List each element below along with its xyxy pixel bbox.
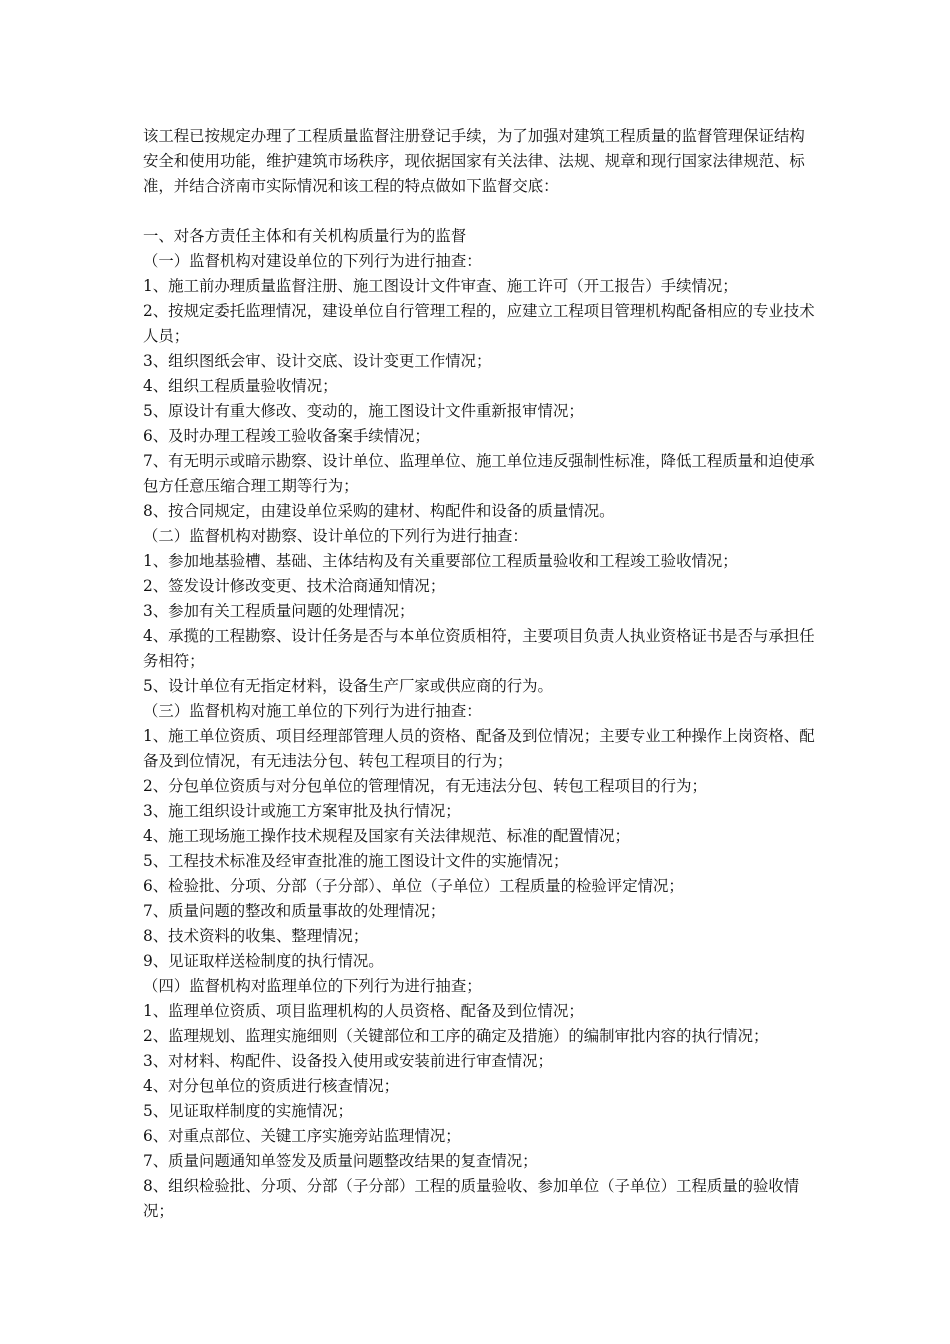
subsection-heading: （三）监督机构对施工单位的下列行为进行抽查：: [143, 702, 482, 720]
list-item: 6、检验批、分项、分部（子分部）、单位（子单位）工程质量的检验评定情况；: [143, 877, 684, 895]
list-item: 5、见证取样制度的实施情况；: [143, 1102, 353, 1120]
document-body: [143, 124, 815, 1224]
paragraph-spacer: [143, 199, 815, 224]
list-item: 7、质量问题通知单签发及质量问题整改结果的复查情况；: [143, 1152, 538, 1170]
list-item: 3、参加有关工程质量问题的处理情况；: [143, 602, 415, 620]
list-item: 1、施工前办理质量监督注册、施工图设计文件审查、施工许可（开工报告）手续情况；: [143, 277, 738, 295]
list-item: 2、监理规划、监理实施细则（关键部位和工序的确定及措施）的编制审批内容的执行情况；: [143, 1027, 769, 1045]
list-item: 8、技术资料的收集、整理情况；: [143, 927, 369, 945]
list-item: 9、见证取样送检制度的执行情况。: [143, 952, 384, 970]
list-item: 1、监理单位资质、项目监理机构的人员资格、配备及到位情况；: [143, 1002, 584, 1020]
list-item: 5、原设计有重大修改、变动的，施工图设计文件重新报审情况；: [143, 402, 584, 420]
list-item: 4、施工现场施工操作技术规程及国家有关法律规范、标准的配置情况；: [143, 827, 630, 845]
list-item: 2、按规定委托监理情况，建设单位自行管理工程的，应建立工程项目管理机构配备相应的专业技术人员；: [143, 302, 815, 345]
section-title: 一、对各方责任主体和有关机构质量行为的监督: [143, 227, 467, 245]
list-item: 2、签发设计修改变更、技术洽商通知情况；: [143, 577, 446, 595]
list-item: 8、组织检验批、分项、分部（子分部）工程的质量验收、参加单位（子单位）工程质量的验收情况；: [143, 1177, 800, 1220]
list-item: 1、施工单位资质、项目经理部管理人员的资格、配备及到位情况；主要专业工种操作上岗资格、配备及到位情况，有无违法分包、转包工程项目的行为；: [143, 727, 815, 770]
list-item: 5、工程技术标准及经审查批准的施工图设计文件的实施情况；: [143, 852, 569, 870]
list-item: 6、对重点部位、关键工序实施旁站监理情况；: [143, 1127, 461, 1145]
list-item: 7、质量问题的整改和质量事故的处理情况；: [143, 902, 446, 920]
intro-paragraph: 该工程已按规定办理了工程质量监督注册登记手续，为了加强对建筑工程质量的监督管理保证结构安全和使用功能，维护建筑市场秩序，现依据国家有关法律、法规、规章和现行国家法律规范、标准，并结合济南市实际情况和该工程的特点做如下监督交底：: [143, 127, 805, 195]
subsection-heading: （一）监督机构对建设单位的下列行为进行抽查：: [143, 252, 482, 270]
list-item: 4、承揽的工程勘察、设计任务是否与本单位资质相符，主要项目负责人执业资格证书是否与承担任务相符；: [143, 627, 815, 670]
list-item: 1、参加地基验槽、基础、主体结构及有关重要部位工程质量验收和工程竣工验收情况；: [143, 552, 738, 570]
list-item: 6、及时办理工程竣工验收备案手续情况；: [143, 427, 430, 445]
list-item: 4、组织工程质量验收情况；: [143, 377, 338, 395]
list-item: 7、有无明示或暗示勘察、设计单位、监理单位、施工单位违反强制性标准，降低工程质量和迫使承包方任意压缩合理工期等行为；: [143, 452, 815, 495]
list-item: 5、设计单位有无指定材料，设备生产厂家或供应商的行为。: [143, 677, 553, 695]
list-item: 3、对材料、构配件、设备投入使用或安装前进行审查情况；: [143, 1052, 553, 1070]
subsection-heading: （四）监督机构对监理单位的下列行为进行抽查；: [143, 977, 482, 995]
list-item: 8、按合同规定，由建设单位采购的建材、构配件和设备的质量情况。: [143, 502, 615, 520]
subsection-heading: （二）监督机构对勘察、设计单位的下列行为进行抽查：: [143, 527, 528, 545]
list-item: 2、分包单位资质与对分包单位的管理情况，有无违法分包、转包工程项目的行为；: [143, 777, 707, 795]
list-item: 4、对分包单位的资质进行核查情况；: [143, 1077, 400, 1095]
list-item: 3、施工组织设计或施工方案审批及执行情况；: [143, 802, 461, 820]
list-item: 3、组织图纸会审、设计交底、设计变更工作情况；: [143, 352, 492, 370]
